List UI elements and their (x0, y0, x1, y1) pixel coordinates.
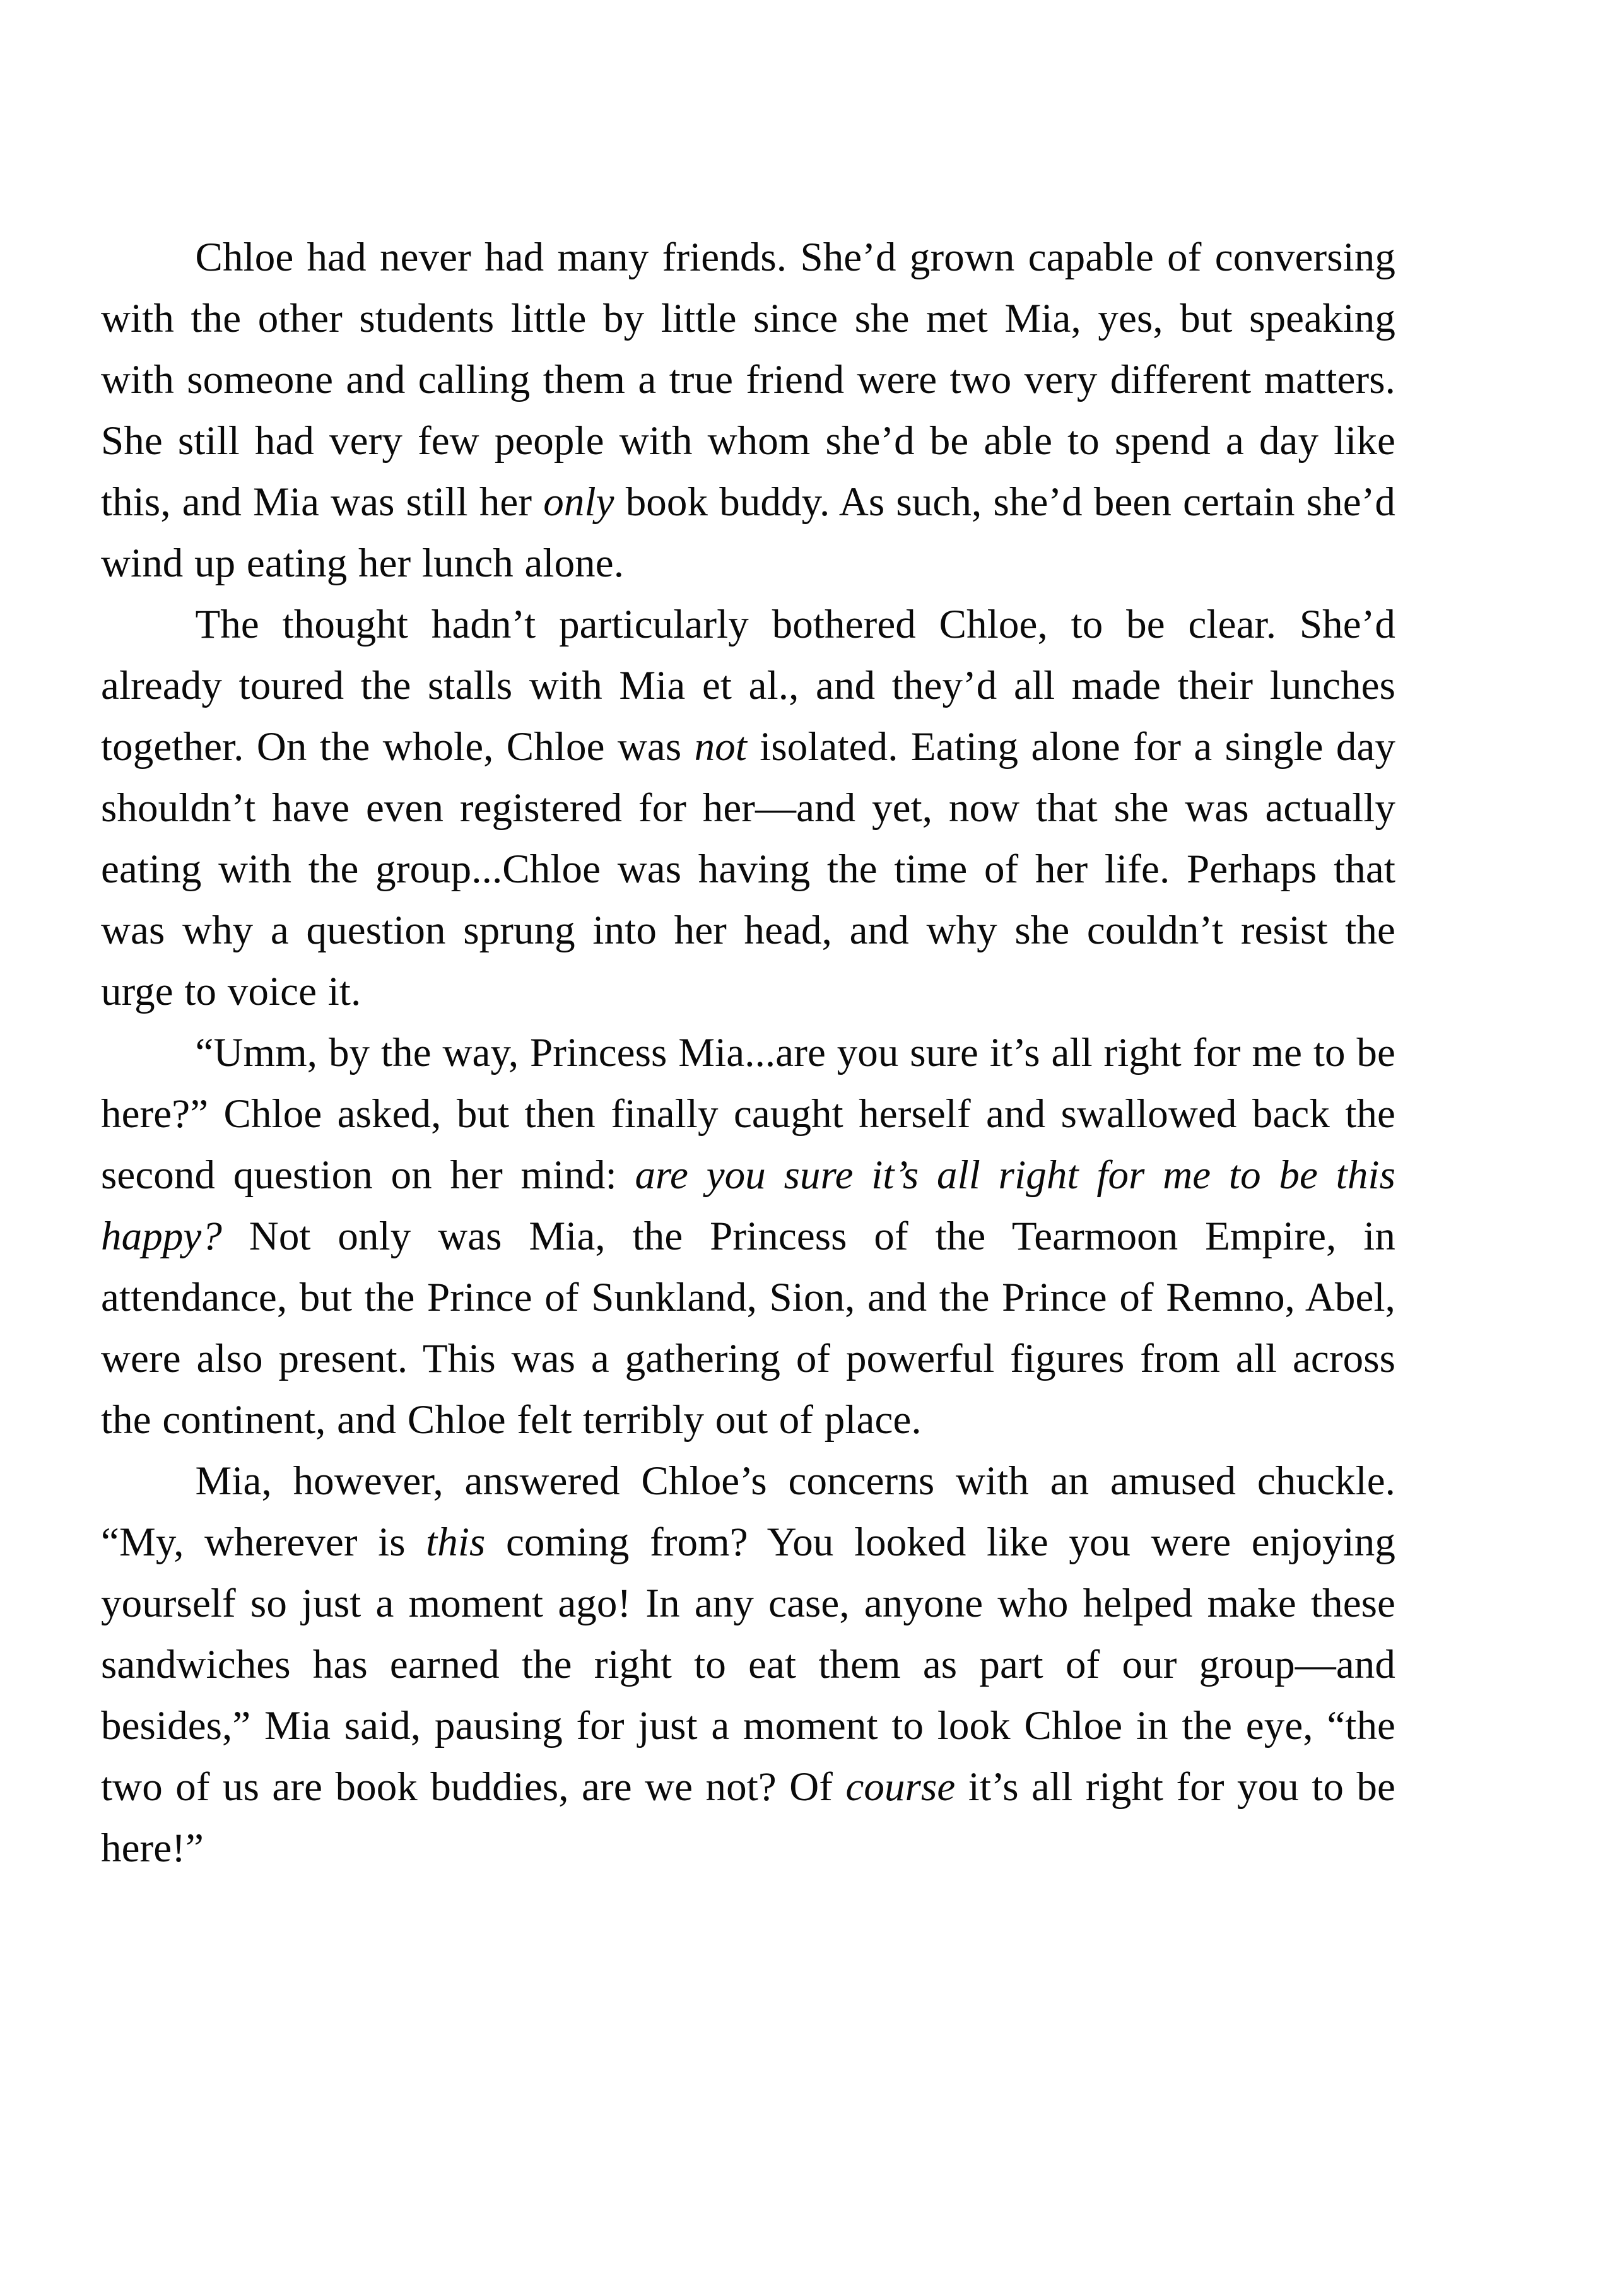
text-run: coming from? You looked like you were enjoying yourself so just a moment ago! In any case, anyone who helped make these sandwiches has earned the right to eat them as part of our group—and besides,” Mia said, pausing for just a moment to look Chloe in the eye, “the two of us are book buddies, are we not? Of (101, 1520, 1395, 1810)
italic-run: only (543, 479, 614, 525)
text-column (101, 227, 1395, 1879)
text-run: Mia, however, answered Chloe’s concerns with an amused chuckle. “My, wherever is (101, 1458, 1395, 1565)
text-run: isolated. Eating alone for a single day shouldn’t have even registered for her—and yet, now that she was actually eating with the group...Chloe was having the time of her life. Perhaps that was why a question sprung into her head, and why she couldn’t resist the urge to voice it. (101, 724, 1395, 1014)
italic-run: not (694, 724, 747, 770)
paragraph (101, 227, 1395, 594)
italic-run: this (426, 1520, 486, 1565)
text-run: The thought hadn’t particularly bothered Chloe, to be clear. She’d already toured the stalls with Mia et al., and they’d all made their lunches together. On the whole, Chloe was (101, 602, 1395, 770)
text-run: book buddy. As such, she’d been certain she’d wind up eating her lunch alone. (101, 479, 1396, 586)
text-run: Not only was Mia, the Princess of the Tearmoon Empire, in attendance, but the Prince of Sunkland, Sion, and the Prince of Remno, Abel, were also present. This was a gathering of powerful figures from all across the continent, and Chloe felt terribly out of place. (101, 1214, 1395, 1443)
paragraph (101, 1022, 1395, 1451)
paragraph (101, 1451, 1395, 1879)
paragraph (101, 594, 1395, 1022)
italic-run: course (845, 1764, 956, 1810)
text-run: “Umm, by the way, Princess Mia...are you sure it’s all right for me to be here?” Chloe asked, but then finally caught herself and swallowed back the second question on her mind: (101, 1030, 1395, 1198)
text-run: Chloe had never had many friends. She’d grown capable of conversing with the other students little by little since she met Mia, yes, but speaking with someone and calling them a true friend were two very different matters. She still had very few people with whom she’d be able to spend a day like this, and Mia was still her (101, 235, 1395, 525)
text-run: it’s all right for you to be here!” (101, 1764, 1395, 1871)
italic-run: are you sure it’s all right for me to be this happy? (101, 1152, 1395, 1259)
